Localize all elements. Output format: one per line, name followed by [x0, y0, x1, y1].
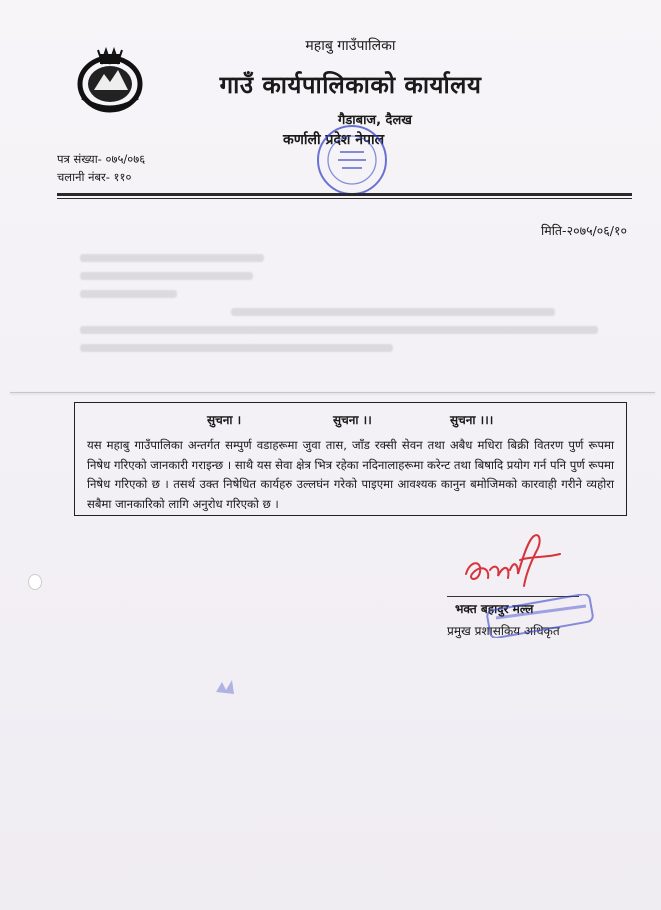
- signatory-name: भक्त बहादुर मल्ल: [455, 602, 534, 616]
- paper-fold-line: [10, 392, 655, 393]
- office-title: गाउँ कार्यपालिकाको कार्यालय: [219, 71, 482, 99]
- signatory-title: प्रमुख प्रशासकिय अधिकृत: [447, 624, 560, 638]
- letter-number: पत्र संख्या- ०७५/०७६: [57, 152, 146, 166]
- header-rule-thin: [57, 198, 632, 199]
- notice-heading-2: सुचना ।।: [333, 413, 372, 427]
- office-address: गैडाबाज, दैलख: [338, 113, 412, 128]
- punch-hole: [28, 574, 42, 590]
- municipality-name: महाबु गाउँपालिका: [305, 38, 396, 54]
- dispatch-number: चलानी नंबर- ११०: [57, 170, 132, 184]
- header-rule-thick: [57, 193, 632, 196]
- notice-box: [74, 402, 627, 516]
- notice-heading-3: सुचना ।।।: [450, 413, 494, 427]
- notice-heading-1: सुचना ।: [207, 413, 242, 427]
- officer-stamp: [482, 594, 598, 638]
- province-name: कर्णाली प्रदेश नेपाल: [283, 132, 385, 148]
- handwritten-signature: [460, 530, 570, 596]
- notice-body: यस महाबु गाउँपालिका अन्तर्गत सम्पुर्ण वडाहरूमा जुवा तास, जाँड रक्सी सेवन तथा अबैध मधिरा बिक्री वितरण पुर्ण रूपमा निषेध गरिएको जानकारी गराइन्छ । साथै यस सेवा क्षेत्र भित्र रहेका नदिनालाहरूमा करेन्ट तथा बिषादि प्रयोग गर्न पनि पुर्ण रूपमा निषेध गरिएको छ । तसर्थ उक्त निषेधित कार्यहरु उल्लघंन गरेको पाइएमा आवश्यक कानुन बमोजिमको कारवाही गरीने व्यहोरा सबैमा जानकारिको लागि अनुरोध गरिएको छ ।: [87, 438, 614, 511]
- document-date: मिति-२०७५/०६/१०: [540, 223, 627, 238]
- bleed-through-text: [80, 244, 620, 394]
- office-stamp-top: [312, 120, 392, 200]
- ink-smudge: [214, 678, 236, 696]
